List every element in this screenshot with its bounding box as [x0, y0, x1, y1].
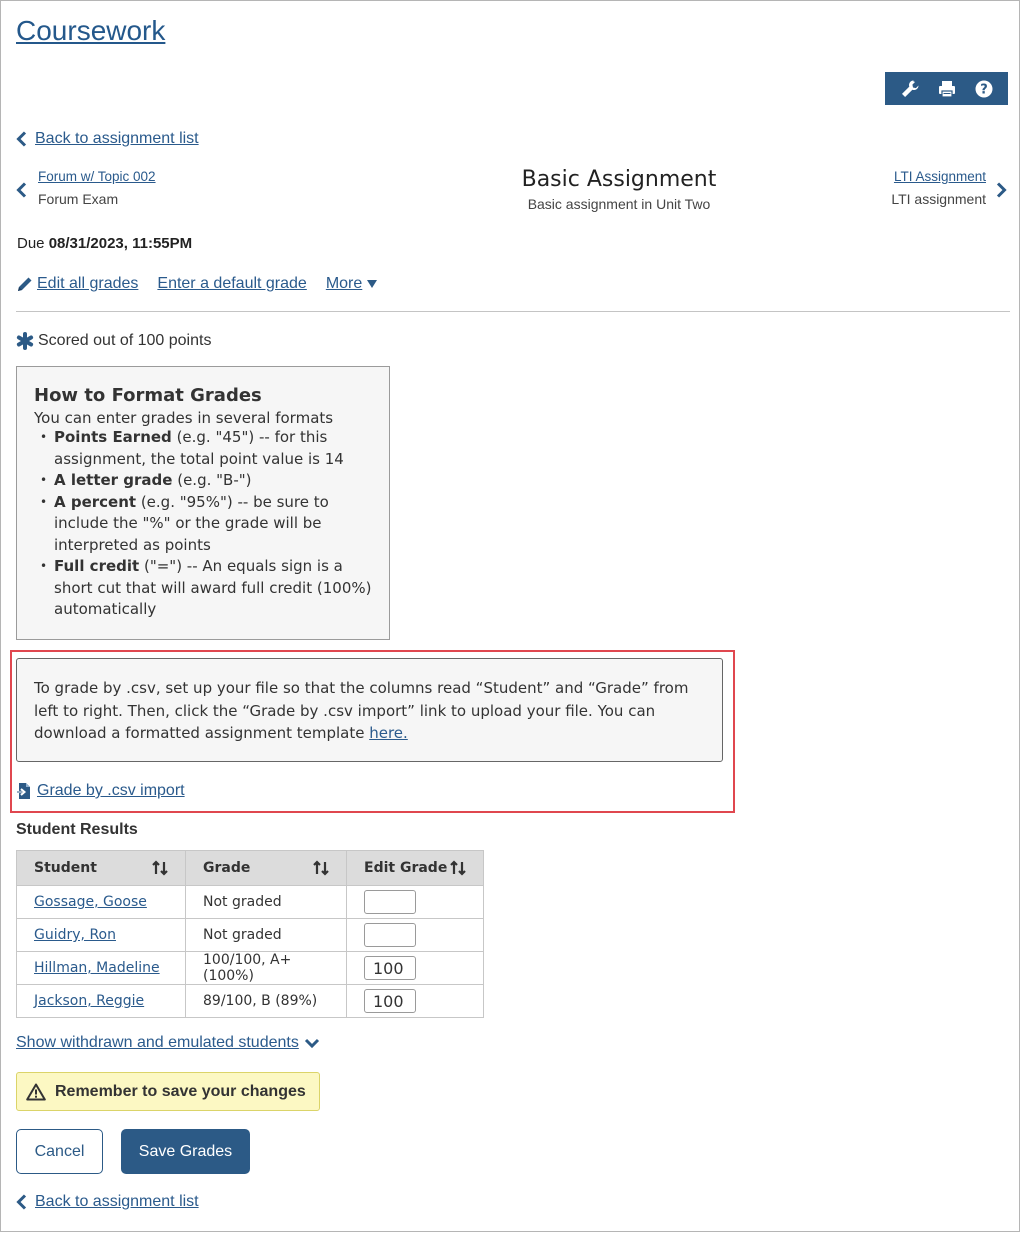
grade-cell: 89/100, B (89%) [186, 985, 347, 1018]
back-to-list-link-top[interactable] [16, 130, 199, 148]
help-button[interactable] [970, 75, 998, 103]
next-assignment-link[interactable]: LTI Assignment [893, 169, 986, 184]
unsaved-changes-warning [16, 1072, 320, 1111]
back-to-list-link-bottom[interactable] [16, 1193, 199, 1211]
edit-grade-input[interactable] [364, 890, 416, 914]
edit-all-grades-link[interactable] [16, 275, 138, 293]
chevron-right-icon [995, 182, 1007, 198]
format-help-intro: You can enter grades in several formats [34, 409, 334, 427]
format-item-title: A letter grade [54, 471, 173, 489]
format-item-title: A percent [54, 492, 137, 511]
app-title[interactable]: Coursework [16, 15, 166, 46]
prev-assignment-subtitle: Forum Exam [38, 191, 119, 207]
default-grade-link[interactable]: Enter a default grade [157, 275, 307, 292]
assignment-header [1, 167, 1020, 212]
format-help-heading: How to Format Grades [34, 385, 262, 406]
student-results-table [16, 850, 484, 1018]
more-menu[interactable] [326, 275, 378, 293]
chevron-left-icon [16, 131, 28, 147]
help-icon [974, 79, 994, 99]
warning-text: Remember to save your changes [55, 1082, 306, 1100]
grade-cell: Not graded [186, 886, 347, 919]
warning-icon [26, 1083, 46, 1101]
due-label: Due [17, 235, 45, 252]
grade-cell: 100/100, A+ (100%) [186, 952, 347, 985]
column-header-label: Edit Grade [364, 860, 448, 876]
student-name-link[interactable]: Jackson, Reggie [34, 993, 145, 1009]
scored-text: Scored out of 100 points [38, 332, 212, 349]
format-item-text: (e.g. "95%") -- be sure to include the "%" or the grade will be interpreted as points [54, 492, 329, 554]
next-assignment-subtitle: LTI assignment [891, 191, 986, 207]
csv-import-link[interactable] [16, 782, 185, 800]
grade-actions [16, 275, 397, 293]
tools-button[interactable] [896, 75, 924, 103]
template-download-link[interactable]: here. [369, 724, 408, 742]
format-item [34, 427, 372, 470]
prev-assignment-link[interactable]: Forum w/ Topic 002 [38, 169, 156, 184]
file-import-icon [16, 782, 32, 800]
format-item [34, 470, 372, 492]
column-header-edit-grade[interactable] [347, 851, 484, 886]
more-menu-label[interactable]: More [325, 275, 363, 292]
edit-all-grades-label[interactable]: Edit all grades [37, 275, 139, 292]
format-item [34, 492, 372, 557]
due-value: 08/31/2023, 11:55PM [48, 235, 193, 252]
format-item [34, 556, 372, 621]
format-item-text: (e.g. "45") -- for this assignment, the total point value is 14 [54, 428, 344, 468]
next-assignment-nav[interactable] [891, 169, 1007, 207]
save-grades-button[interactable]: Save Grades [121, 1129, 250, 1174]
table-row [17, 886, 484, 919]
edit-grade-input[interactable] [364, 989, 416, 1013]
edit-grade-input[interactable] [364, 923, 416, 947]
divider [16, 311, 1010, 312]
csv-instructions-text: To grade by .csv, set up your file so that the columns read “Student” and “Grade” from left to right. Then, click the “Grade by .csv import” link to upload your file. You can download a formatted assignment template [34, 679, 689, 742]
student-name-link[interactable]: Gossage, Goose [34, 894, 147, 910]
assignment-subtitle: Basic assignment in Unit Two [527, 196, 711, 212]
back-link-label[interactable]: Back to assignment list [35, 1193, 199, 1210]
csv-instructions-box [16, 658, 723, 762]
sort-icon[interactable] [313, 860, 329, 876]
printer-icon [937, 79, 957, 99]
format-item-title: Full credit [54, 557, 140, 575]
sort-icon[interactable] [152, 860, 168, 876]
format-item-text: ("=") -- An equals sign is a short cut that will award full credit (100%) automatically [54, 557, 372, 618]
csv-import-label[interactable]: Grade by .csv import [37, 782, 185, 799]
format-item-title: Points Earned [54, 428, 172, 446]
pencil-icon [16, 275, 34, 293]
table-row [17, 985, 484, 1018]
cancel-button[interactable]: Cancel [16, 1129, 103, 1174]
table-row [17, 952, 484, 985]
format-help-list [34, 427, 372, 621]
student-name-link[interactable]: Guidry, Ron [34, 927, 116, 943]
column-header-student[interactable] [17, 851, 186, 886]
show-withdrawn-toggle[interactable] [16, 1034, 320, 1052]
back-link-label[interactable]: Back to assignment list [35, 130, 199, 147]
column-header-label: Grade [203, 860, 251, 876]
due-date [17, 235, 192, 252]
toolbar [885, 72, 1008, 105]
show-withdrawn-label[interactable]: Show withdrawn and emulated students [16, 1034, 299, 1051]
table-header-row [17, 851, 484, 886]
svg-text:?: ? [979, 82, 988, 97]
assignment-title: Basic Assignment [521, 167, 717, 192]
format-item-text: (e.g. "B-") [172, 471, 252, 489]
student-results-heading: Student Results [16, 821, 138, 838]
student-name-link[interactable]: Hillman, Madeline [34, 960, 160, 976]
column-header-label: Student [34, 860, 97, 876]
grade-cell: Not graded [186, 919, 347, 952]
sort-icon[interactable] [450, 860, 466, 876]
wrench-icon [900, 79, 920, 99]
edit-grade-input[interactable] [364, 956, 416, 980]
table-row [17, 919, 484, 952]
caret-down-icon [366, 279, 378, 289]
asterisk-icon [16, 332, 34, 350]
scored-out-of [16, 332, 211, 350]
format-help-box [16, 366, 390, 640]
print-button[interactable] [933, 75, 961, 103]
chevron-left-icon [16, 1194, 28, 1210]
column-header-grade[interactable] [186, 851, 347, 886]
chevron-down-icon [304, 1037, 320, 1049]
